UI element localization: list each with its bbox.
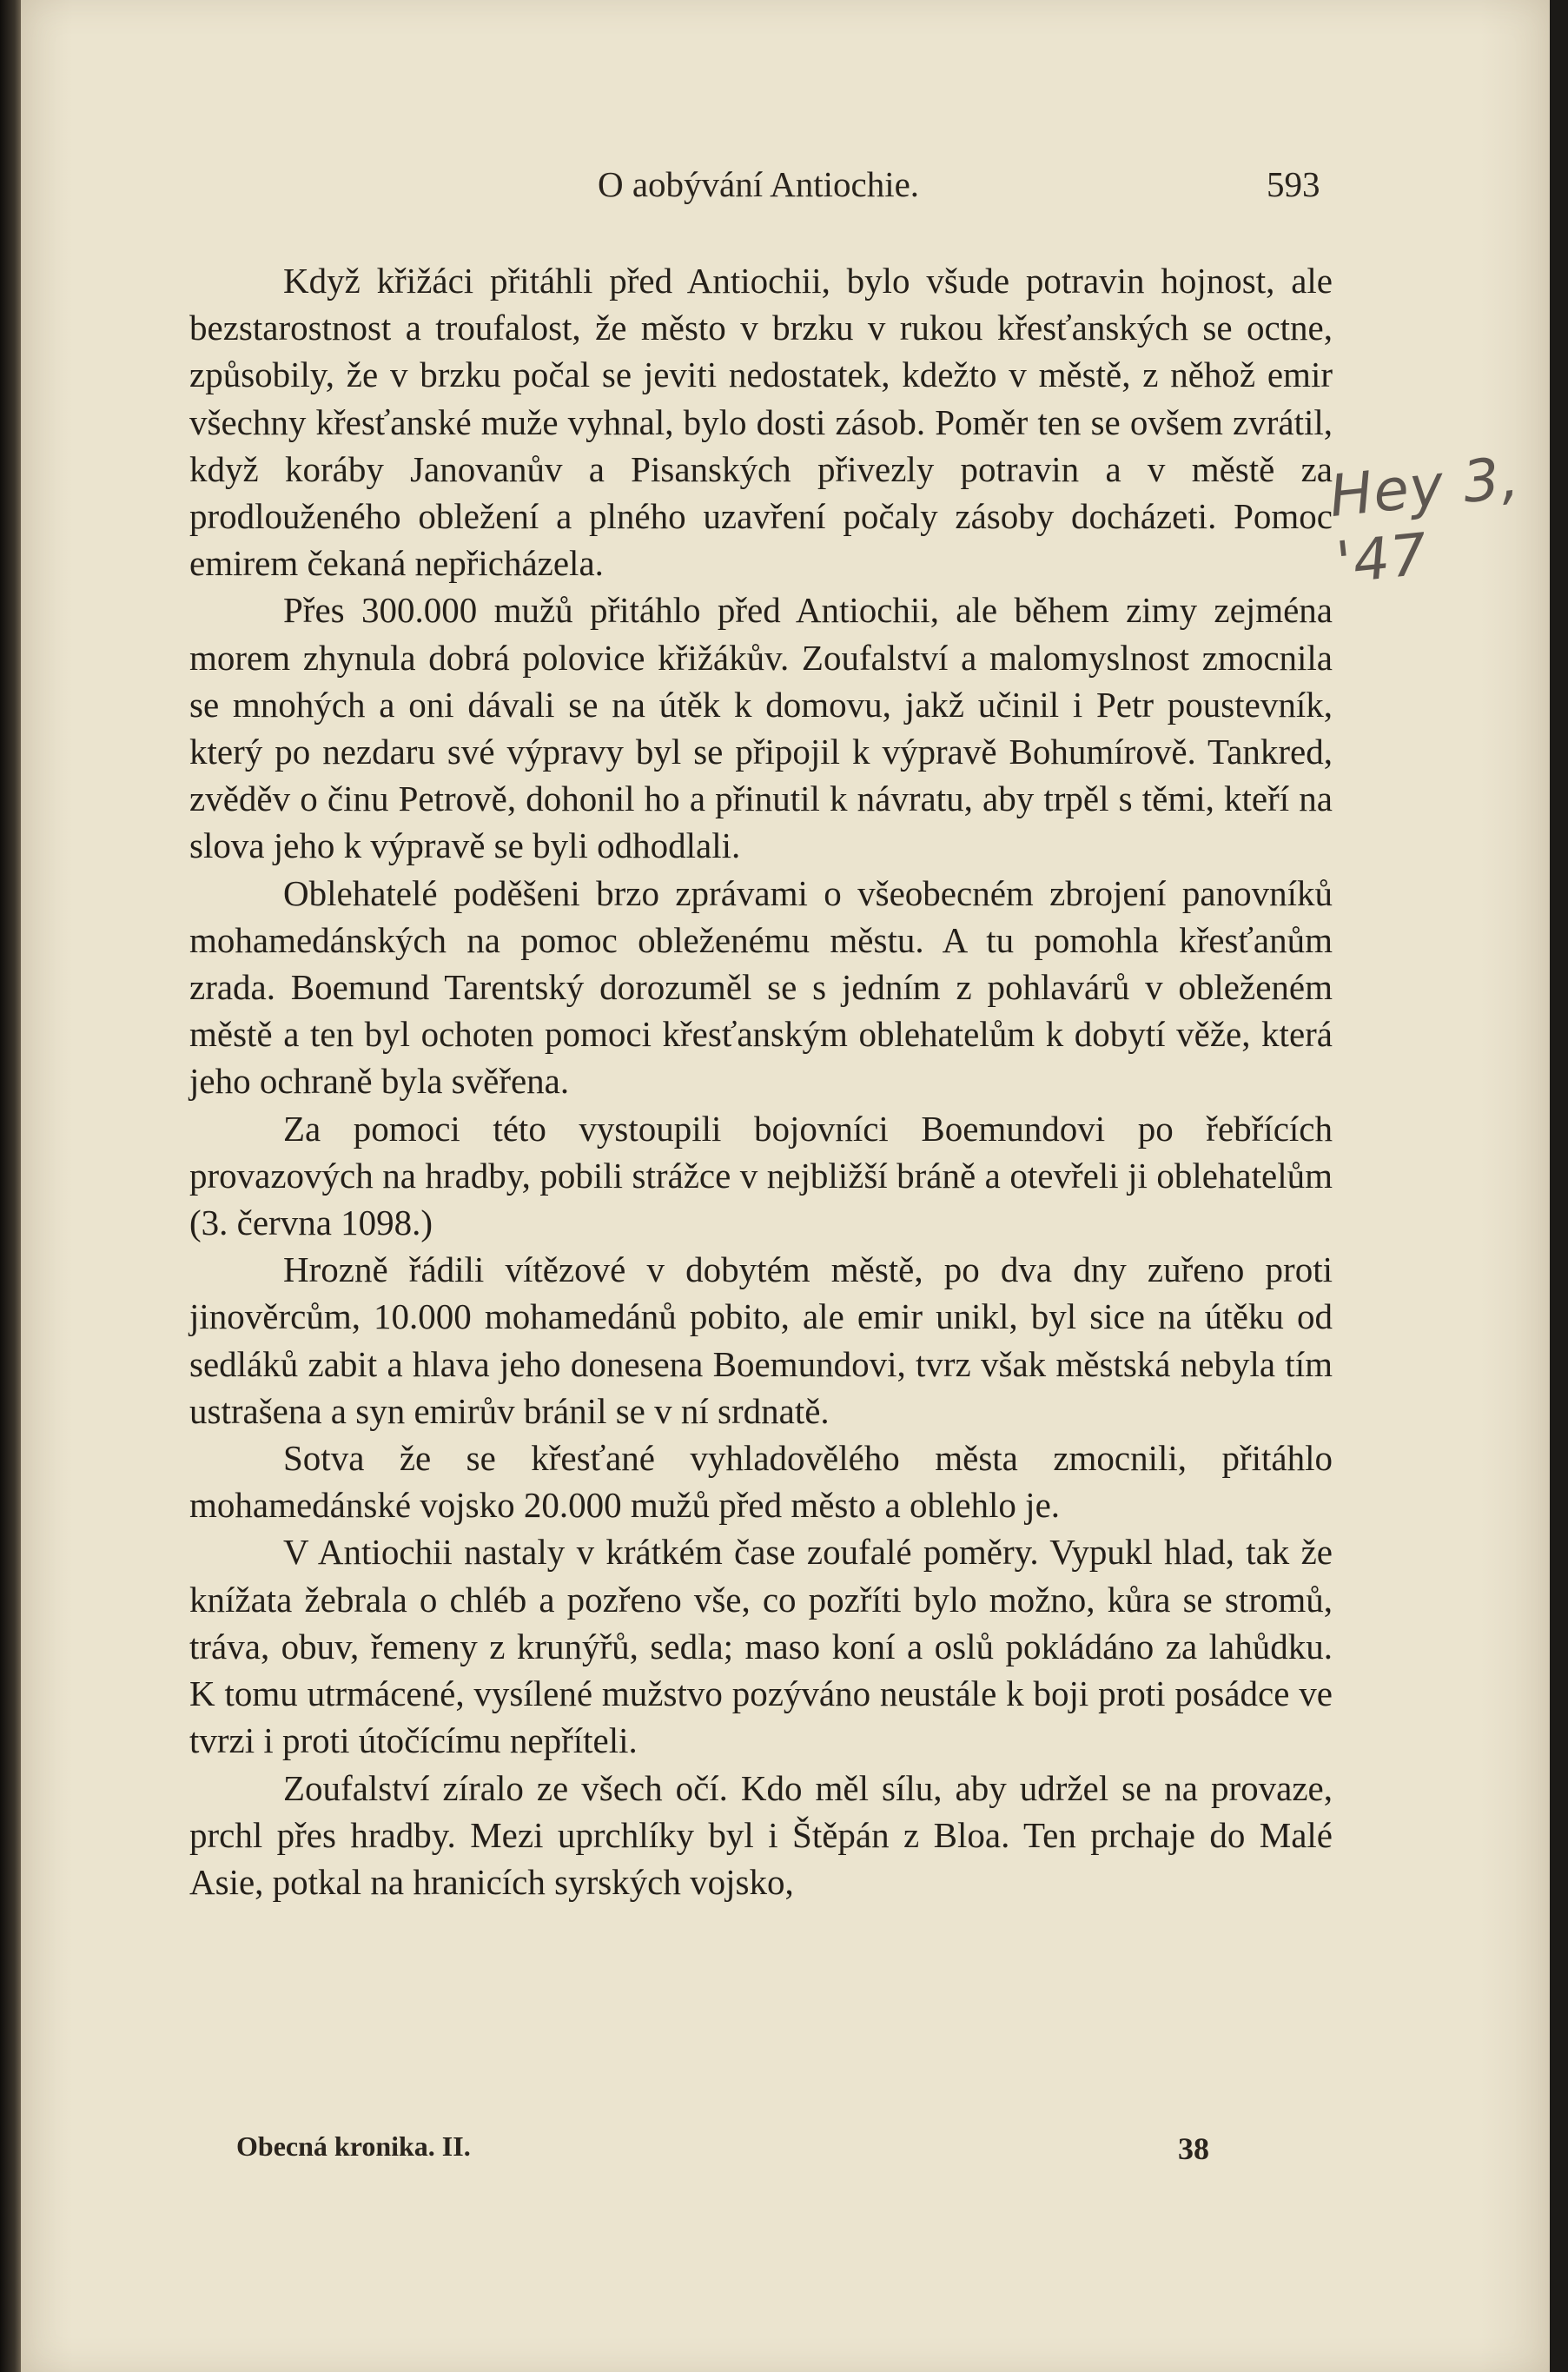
paragraph-5: Hrozně řádili vítězové v dobytém městě, po dva dny zuřeno proti jinověrcům, 10.000 mohamedánů pobito, ale emir unikl, byl sice na útěku od sedláků zabit a hlava jeho donesena Boemundovi, tvrz však městská nebyla tím ustrašena a syn emirův bránil se v ní srdnatě. — [189, 1249, 1333, 1431]
paragraph-4: Za pomoci této vystoupili bojovníci Boemundovi po řebřících provazových na hradby, pobili strážce v nejbližší bráně a otevřeli ji oblehatelům (3. června 1098.) — [189, 1108, 1333, 1243]
footer-signature-number: 38 — [1178, 2131, 1209, 2166]
body-text — [189, 257, 1333, 1905]
footer-book-title: Obecná kronika. II. — [236, 2130, 471, 2162]
page-footer — [21, 2130, 1550, 2174]
book-spine — [0, 0, 21, 2372]
paragraph-8: Zoufalství zíralo ze všech očí. Kdo měl sílu, aby udržel se na provaze, prchl přes hradby. Mezi uprchlíky byl i Štěpán z Bloa. Ten prchaje do Malé Asie, potkal na hranicích syrských vojsko, — [189, 1767, 1333, 1902]
paragraph-3: Oblehatelé poděšeni brzo zprávami o všeobecném zbrojení panovníků mohamedánských na pomoc obleženému městu. A tu pomohla křesťanům zrada. Boemund Tarentský dorozuměl se s jedním z pohlavárů v obleženém městě a ten byl ochoten pomoci křesťanským oblehatelům k dobytí věže, která jeho ochraně byla svěřena. — [189, 872, 1333, 1102]
paragraph-1: Když křižáci přitáhli před Antiochii, bylo všude potravin hojnost, ale bezstarostnost a troufalost, že město v brzku v rukou křesťanských se octne, způsobily, že v brzku počal se jeviti nedostatek, kdežto v městě, z něhož emir všechny křesťanské muže vyhnal, bylo dosti zásob. Poměr ten se ovšem zvrátil, když koráby Janovanův a Pisanských přivezly potravin a v městě za prodlouženého obležení a plného uzavření počaly zásoby docházeti. Pomoc emirem čekaná nepřicházela. — [189, 261, 1333, 584]
handwritten-margin-note: Hey 3, '47 — [1326, 443, 1523, 597]
running-head — [21, 163, 1550, 215]
paragraph-7: V Antiochii nastaly v krátkém čase zoufalé poměry. Vypukl hlad, tak že knížata žebrala o chléb a pozřeno vše, co pozříti bylo možno, kůra se stromů, tráva, obuv, řemeny z krunýřů, sedla; maso koní a oslů pokládáno za lahůdku. K tomu utrmácené, vysílené mužstvo pozýváno neustále k boji proti posádce ve tvrzi i proti útočícímu nepříteli. — [189, 1532, 1333, 1761]
running-head-title: O aobývání Antiochie. — [598, 164, 920, 204]
paragraph-6: Sotva že se křesťané vyhladovělého města zmocnili, přitáhlo mohamedánské vojsko 20.000 mužů před město a oblehlo je. — [189, 1438, 1333, 1526]
page-number: 593 — [1267, 164, 1320, 204]
paragraph-2: Přes 300.000 mužů přitáhlo před Antiochii, ale během zimy zejména morem zhynula dobrá polovice křižákův. Zoufalství a malomyslnost zmocnila se mnohých a oni dávali se na útěk k domovu, jakž učinil i Petr poustevník, který po nezdaru své výpravy byl se připojil k výpravě Bohumírově. Tankred, zvěděv o činu Petrově, dohonil ho a přinutil k návratu, aby trpěl s těmi, kteří na slova jeho k výpravě se byli odhodlali. — [189, 590, 1333, 866]
document-page — [21, 0, 1550, 2372]
